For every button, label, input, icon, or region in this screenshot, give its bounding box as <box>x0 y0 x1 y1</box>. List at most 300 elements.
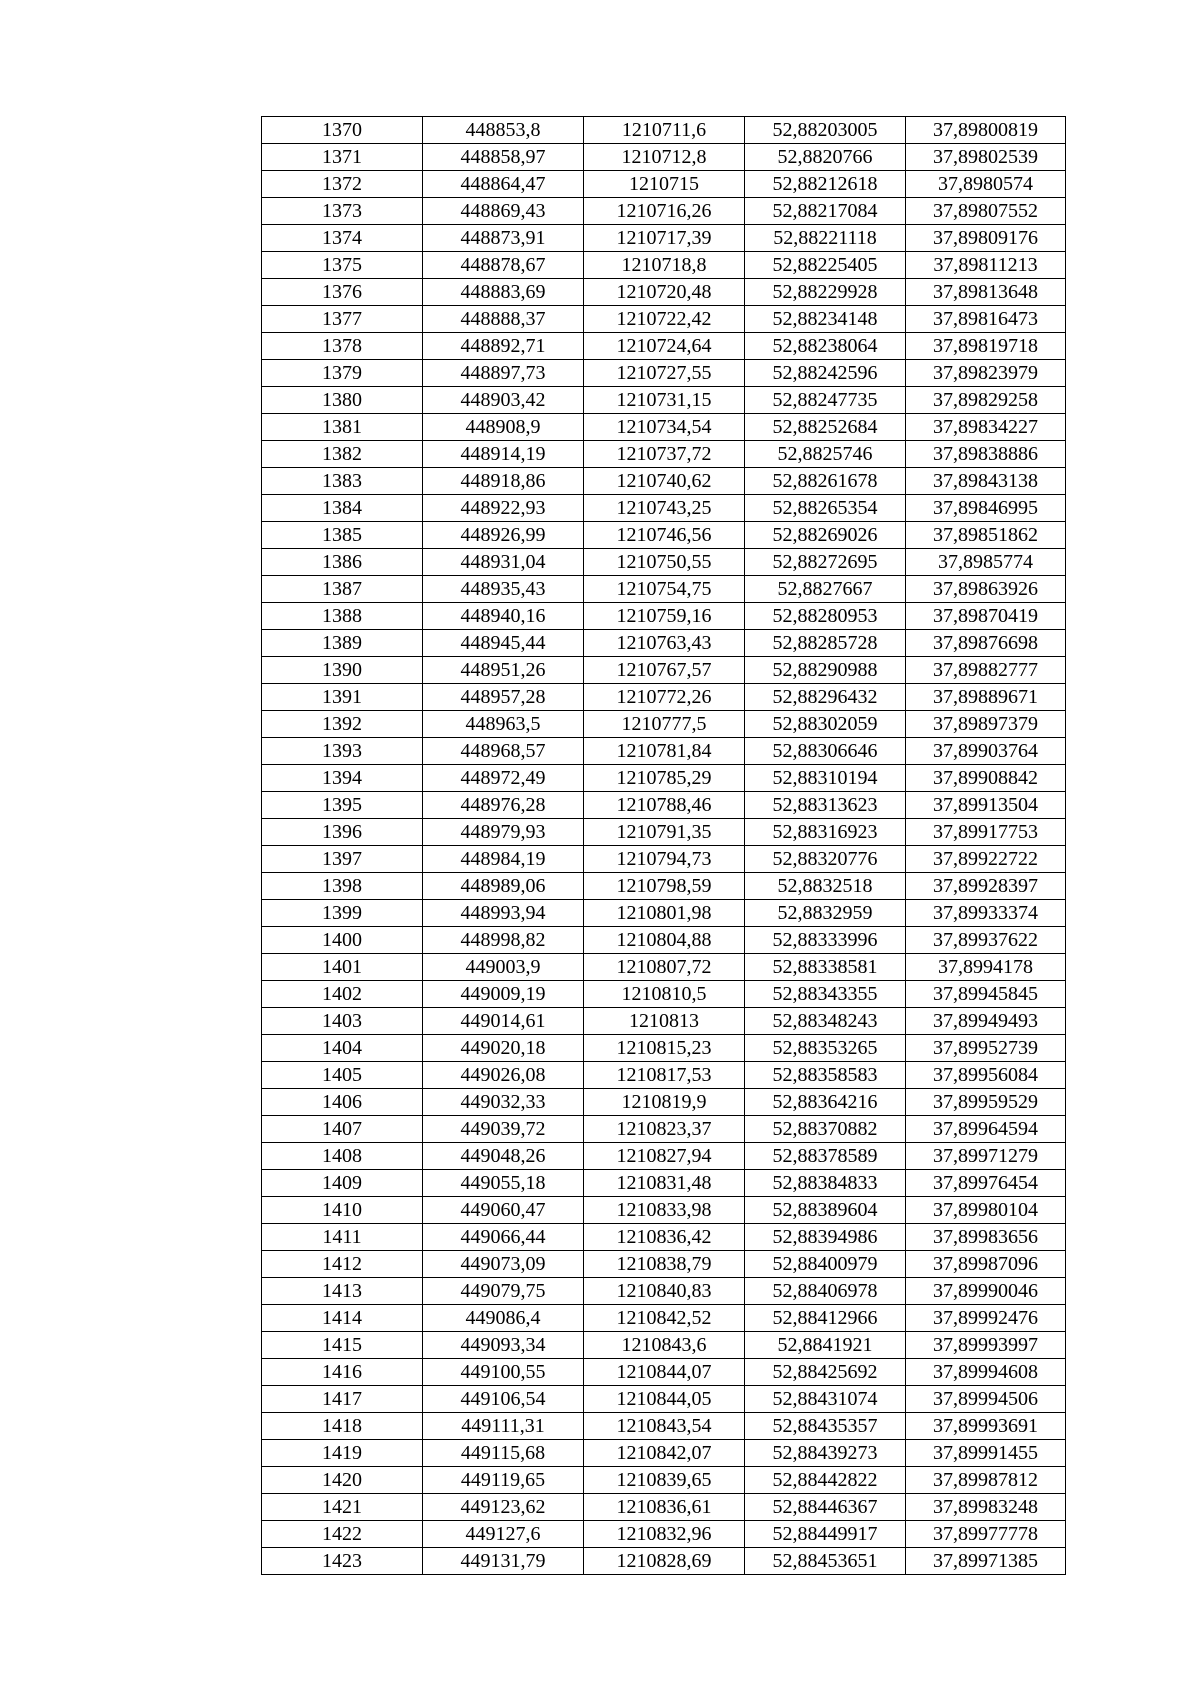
latitude-cell: 52,88338581 <box>745 954 906 981</box>
longitude-cell: 37,89908842 <box>906 765 1066 792</box>
table-row <box>262 873 1066 900</box>
longitude-cell: 37,89813648 <box>906 279 1066 306</box>
latitude-cell: 52,88333996 <box>745 927 906 954</box>
latitude-cell: 52,88449917 <box>745 1521 906 1548</box>
table-row <box>262 1548 1066 1575</box>
x-coordinate-cell: 448918,86 <box>423 468 584 495</box>
point-number-cell: 1385 <box>262 522 423 549</box>
table-row <box>262 198 1066 225</box>
point-number-cell: 1417 <box>262 1386 423 1413</box>
point-number-cell: 1384 <box>262 495 423 522</box>
longitude-cell: 37,89976454 <box>906 1170 1066 1197</box>
x-coordinate-cell: 448914,19 <box>423 441 584 468</box>
y-coordinate-cell: 1210828,69 <box>584 1548 745 1575</box>
table-row <box>262 387 1066 414</box>
point-number-cell: 1412 <box>262 1251 423 1278</box>
x-coordinate-cell: 448993,94 <box>423 900 584 927</box>
point-number-cell: 1374 <box>262 225 423 252</box>
y-coordinate-cell: 1210794,73 <box>584 846 745 873</box>
table-row <box>262 657 1066 684</box>
point-number-cell: 1404 <box>262 1035 423 1062</box>
longitude-cell: 37,89870419 <box>906 603 1066 630</box>
latitude-cell: 52,88453651 <box>745 1548 906 1575</box>
longitude-cell: 37,89889671 <box>906 684 1066 711</box>
table-row <box>262 792 1066 819</box>
y-coordinate-cell: 1210801,98 <box>584 900 745 927</box>
table-row <box>262 1143 1066 1170</box>
latitude-cell: 52,88378589 <box>745 1143 906 1170</box>
x-coordinate-cell: 448931,04 <box>423 549 584 576</box>
latitude-cell: 52,88280953 <box>745 603 906 630</box>
longitude-cell: 37,89897379 <box>906 711 1066 738</box>
longitude-cell: 37,89994506 <box>906 1386 1066 1413</box>
longitude-cell: 37,89933374 <box>906 900 1066 927</box>
latitude-cell: 52,88290988 <box>745 657 906 684</box>
longitude-cell: 37,89990046 <box>906 1278 1066 1305</box>
longitude-cell: 37,89913504 <box>906 792 1066 819</box>
table-row <box>262 738 1066 765</box>
y-coordinate-cell: 1210807,72 <box>584 954 745 981</box>
point-number-cell: 1390 <box>262 657 423 684</box>
latitude-cell: 52,88364216 <box>745 1089 906 1116</box>
longitude-cell: 37,89882777 <box>906 657 1066 684</box>
x-coordinate-cell: 449009,19 <box>423 981 584 1008</box>
longitude-cell: 37,89987812 <box>906 1467 1066 1494</box>
y-coordinate-cell: 1210819,9 <box>584 1089 745 1116</box>
longitude-cell: 37,89903764 <box>906 738 1066 765</box>
latitude-cell: 52,88389604 <box>745 1197 906 1224</box>
latitude-cell: 52,88221118 <box>745 225 906 252</box>
x-coordinate-cell: 448888,37 <box>423 306 584 333</box>
x-coordinate-cell: 449060,47 <box>423 1197 584 1224</box>
x-coordinate-cell: 448972,49 <box>423 765 584 792</box>
longitude-cell: 37,89971279 <box>906 1143 1066 1170</box>
latitude-cell: 52,8827667 <box>745 576 906 603</box>
x-coordinate-cell: 448976,28 <box>423 792 584 819</box>
y-coordinate-cell: 1210804,88 <box>584 927 745 954</box>
point-number-cell: 1371 <box>262 144 423 171</box>
latitude-cell: 52,88431074 <box>745 1386 906 1413</box>
y-coordinate-cell: 1210840,83 <box>584 1278 745 1305</box>
latitude-cell: 52,88353265 <box>745 1035 906 1062</box>
point-number-cell: 1410 <box>262 1197 423 1224</box>
point-number-cell: 1373 <box>262 198 423 225</box>
x-coordinate-cell: 448897,73 <box>423 360 584 387</box>
longitude-cell: 37,89823979 <box>906 360 1066 387</box>
x-coordinate-cell: 449014,61 <box>423 1008 584 1035</box>
longitude-cell: 37,89846995 <box>906 495 1066 522</box>
longitude-cell: 37,89863926 <box>906 576 1066 603</box>
x-coordinate-cell: 448989,06 <box>423 873 584 900</box>
point-number-cell: 1389 <box>262 630 423 657</box>
y-coordinate-cell: 1210743,25 <box>584 495 745 522</box>
point-number-cell: 1388 <box>262 603 423 630</box>
x-coordinate-cell: 448908,9 <box>423 414 584 441</box>
y-coordinate-cell: 1210838,79 <box>584 1251 745 1278</box>
table-row <box>262 1062 1066 1089</box>
table-row <box>262 1467 1066 1494</box>
longitude-cell: 37,89811213 <box>906 252 1066 279</box>
x-coordinate-cell: 448922,93 <box>423 495 584 522</box>
table-row <box>262 1035 1066 1062</box>
y-coordinate-cell: 1210832,96 <box>584 1521 745 1548</box>
latitude-cell: 52,88313623 <box>745 792 906 819</box>
longitude-cell: 37,89876698 <box>906 630 1066 657</box>
point-number-cell: 1375 <box>262 252 423 279</box>
latitude-cell: 52,88400979 <box>745 1251 906 1278</box>
point-number-cell: 1397 <box>262 846 423 873</box>
longitude-cell: 37,89971385 <box>906 1548 1066 1575</box>
x-coordinate-cell: 449020,18 <box>423 1035 584 1062</box>
y-coordinate-cell: 1210746,56 <box>584 522 745 549</box>
longitude-cell: 37,89959529 <box>906 1089 1066 1116</box>
x-coordinate-cell: 449026,08 <box>423 1062 584 1089</box>
y-coordinate-cell: 1210785,29 <box>584 765 745 792</box>
table-row <box>262 576 1066 603</box>
latitude-cell: 52,88247735 <box>745 387 906 414</box>
y-coordinate-cell: 1210777,5 <box>584 711 745 738</box>
latitude-cell: 52,88406978 <box>745 1278 906 1305</box>
latitude-cell: 52,88269026 <box>745 522 906 549</box>
longitude-cell: 37,89834227 <box>906 414 1066 441</box>
latitude-cell: 52,88285728 <box>745 630 906 657</box>
table-row <box>262 603 1066 630</box>
point-number-cell: 1421 <box>262 1494 423 1521</box>
x-coordinate-cell: 448903,42 <box>423 387 584 414</box>
longitude-cell: 37,89807552 <box>906 198 1066 225</box>
x-coordinate-cell: 449100,55 <box>423 1359 584 1386</box>
point-number-cell: 1402 <box>262 981 423 1008</box>
x-coordinate-cell: 449055,18 <box>423 1170 584 1197</box>
y-coordinate-cell: 1210843,6 <box>584 1332 745 1359</box>
latitude-cell: 52,88310194 <box>745 765 906 792</box>
table-row <box>262 495 1066 522</box>
point-number-cell: 1393 <box>262 738 423 765</box>
table-row <box>262 441 1066 468</box>
point-number-cell: 1406 <box>262 1089 423 1116</box>
latitude-cell: 52,88358583 <box>745 1062 906 1089</box>
table-row <box>262 1278 1066 1305</box>
point-number-cell: 1414 <box>262 1305 423 1332</box>
point-number-cell: 1416 <box>262 1359 423 1386</box>
x-coordinate-cell: 449106,54 <box>423 1386 584 1413</box>
point-number-cell: 1387 <box>262 576 423 603</box>
point-number-cell: 1378 <box>262 333 423 360</box>
latitude-cell: 52,88435357 <box>745 1413 906 1440</box>
x-coordinate-cell: 449115,68 <box>423 1440 584 1467</box>
point-number-cell: 1419 <box>262 1440 423 1467</box>
coordinates-table <box>261 116 1066 1575</box>
y-coordinate-cell: 1210831,48 <box>584 1170 745 1197</box>
latitude-cell: 52,88252684 <box>745 414 906 441</box>
longitude-cell: 37,89937622 <box>906 927 1066 954</box>
point-number-cell: 1418 <box>262 1413 423 1440</box>
y-coordinate-cell: 1210716,26 <box>584 198 745 225</box>
table-row <box>262 900 1066 927</box>
latitude-cell: 52,88306646 <box>745 738 906 765</box>
longitude-cell: 37,89851862 <box>906 522 1066 549</box>
table-row <box>262 1386 1066 1413</box>
x-coordinate-cell: 449032,33 <box>423 1089 584 1116</box>
latitude-cell: 52,8832518 <box>745 873 906 900</box>
latitude-cell: 52,88316923 <box>745 819 906 846</box>
latitude-cell: 52,88212618 <box>745 171 906 198</box>
longitude-cell: 37,89991455 <box>906 1440 1066 1467</box>
table-row <box>262 306 1066 333</box>
y-coordinate-cell: 1210750,55 <box>584 549 745 576</box>
longitude-cell: 37,89945845 <box>906 981 1066 1008</box>
y-coordinate-cell: 1210817,53 <box>584 1062 745 1089</box>
point-number-cell: 1398 <box>262 873 423 900</box>
y-coordinate-cell: 1210836,42 <box>584 1224 745 1251</box>
longitude-cell: 37,89917753 <box>906 819 1066 846</box>
latitude-cell: 52,88370882 <box>745 1116 906 1143</box>
table-row <box>262 468 1066 495</box>
point-number-cell: 1383 <box>262 468 423 495</box>
y-coordinate-cell: 1210722,42 <box>584 306 745 333</box>
latitude-cell: 52,88225405 <box>745 252 906 279</box>
point-number-cell: 1382 <box>262 441 423 468</box>
y-coordinate-cell: 1210754,75 <box>584 576 745 603</box>
latitude-cell: 52,88296432 <box>745 684 906 711</box>
longitude-cell: 37,89922722 <box>906 846 1066 873</box>
longitude-cell: 37,89843138 <box>906 468 1066 495</box>
latitude-cell: 52,88234148 <box>745 306 906 333</box>
table-row <box>262 1170 1066 1197</box>
latitude-cell: 52,88439273 <box>745 1440 906 1467</box>
x-coordinate-cell: 448883,69 <box>423 279 584 306</box>
table-row <box>262 1089 1066 1116</box>
table-row <box>262 1197 1066 1224</box>
y-coordinate-cell: 1210813 <box>584 1008 745 1035</box>
latitude-cell: 52,8825746 <box>745 441 906 468</box>
y-coordinate-cell: 1210724,64 <box>584 333 745 360</box>
table-row <box>262 1224 1066 1251</box>
y-coordinate-cell: 1210763,43 <box>584 630 745 657</box>
point-number-cell: 1408 <box>262 1143 423 1170</box>
latitude-cell: 52,88442822 <box>745 1467 906 1494</box>
x-coordinate-cell: 448858,97 <box>423 144 584 171</box>
latitude-cell: 52,88446367 <box>745 1494 906 1521</box>
point-number-cell: 1403 <box>262 1008 423 1035</box>
latitude-cell: 52,88320776 <box>745 846 906 873</box>
y-coordinate-cell: 1210759,16 <box>584 603 745 630</box>
y-coordinate-cell: 1210731,15 <box>584 387 745 414</box>
table-row <box>262 414 1066 441</box>
x-coordinate-cell: 448892,71 <box>423 333 584 360</box>
y-coordinate-cell: 1210720,48 <box>584 279 745 306</box>
longitude-cell: 37,89816473 <box>906 306 1066 333</box>
latitude-cell: 52,88229928 <box>745 279 906 306</box>
latitude-cell: 52,88265354 <box>745 495 906 522</box>
table-row <box>262 684 1066 711</box>
longitude-cell: 37,89952739 <box>906 1035 1066 1062</box>
table-row <box>262 1305 1066 1332</box>
table-row <box>262 117 1066 144</box>
point-number-cell: 1405 <box>262 1062 423 1089</box>
x-coordinate-cell: 449131,79 <box>423 1548 584 1575</box>
table-row <box>262 522 1066 549</box>
latitude-cell: 52,88302059 <box>745 711 906 738</box>
y-coordinate-cell: 1210827,94 <box>584 1143 745 1170</box>
longitude-cell: 37,89949493 <box>906 1008 1066 1035</box>
x-coordinate-cell: 449048,26 <box>423 1143 584 1170</box>
latitude-cell: 52,8820766 <box>745 144 906 171</box>
latitude-cell: 52,88272695 <box>745 549 906 576</box>
point-number-cell: 1380 <box>262 387 423 414</box>
y-coordinate-cell: 1210781,84 <box>584 738 745 765</box>
point-number-cell: 1407 <box>262 1116 423 1143</box>
table-row <box>262 981 1066 1008</box>
table-row <box>262 1521 1066 1548</box>
x-coordinate-cell: 449073,09 <box>423 1251 584 1278</box>
y-coordinate-cell: 1210791,35 <box>584 819 745 846</box>
table-row <box>262 1494 1066 1521</box>
x-coordinate-cell: 449079,75 <box>423 1278 584 1305</box>
longitude-cell: 37,89977778 <box>906 1521 1066 1548</box>
point-number-cell: 1409 <box>262 1170 423 1197</box>
point-number-cell: 1420 <box>262 1467 423 1494</box>
longitude-cell: 37,89992476 <box>906 1305 1066 1332</box>
table-row <box>262 1413 1066 1440</box>
x-coordinate-cell: 448935,43 <box>423 576 584 603</box>
longitude-cell: 37,89983248 <box>906 1494 1066 1521</box>
y-coordinate-cell: 1210843,54 <box>584 1413 745 1440</box>
point-number-cell: 1372 <box>262 171 423 198</box>
longitude-cell: 37,89802539 <box>906 144 1066 171</box>
x-coordinate-cell: 448945,44 <box>423 630 584 657</box>
y-coordinate-cell: 1210788,46 <box>584 792 745 819</box>
x-coordinate-cell: 448878,67 <box>423 252 584 279</box>
point-number-cell: 1392 <box>262 711 423 738</box>
table-row <box>262 711 1066 738</box>
longitude-cell: 37,89800819 <box>906 117 1066 144</box>
y-coordinate-cell: 1210737,72 <box>584 441 745 468</box>
point-number-cell: 1422 <box>262 1521 423 1548</box>
latitude-cell: 52,88394986 <box>745 1224 906 1251</box>
longitude-cell: 37,89980104 <box>906 1197 1066 1224</box>
latitude-cell: 52,88217084 <box>745 198 906 225</box>
latitude-cell: 52,88343355 <box>745 981 906 1008</box>
y-coordinate-cell: 1210833,98 <box>584 1197 745 1224</box>
longitude-cell: 37,8985774 <box>906 549 1066 576</box>
y-coordinate-cell: 1210839,65 <box>584 1467 745 1494</box>
coordinates-table-body <box>262 117 1066 1575</box>
table-row <box>262 630 1066 657</box>
table-row <box>262 333 1066 360</box>
point-number-cell: 1379 <box>262 360 423 387</box>
latitude-cell: 52,88203005 <box>745 117 906 144</box>
latitude-cell: 52,88238064 <box>745 333 906 360</box>
x-coordinate-cell: 448998,82 <box>423 927 584 954</box>
longitude-cell: 37,89809176 <box>906 225 1066 252</box>
x-coordinate-cell: 448963,5 <box>423 711 584 738</box>
longitude-cell: 37,89956084 <box>906 1062 1066 1089</box>
latitude-cell: 52,88384833 <box>745 1170 906 1197</box>
table-row <box>262 954 1066 981</box>
x-coordinate-cell: 448873,91 <box>423 225 584 252</box>
longitude-cell: 37,89928397 <box>906 873 1066 900</box>
table-row <box>262 252 1066 279</box>
y-coordinate-cell: 1210844,05 <box>584 1386 745 1413</box>
y-coordinate-cell: 1210844,07 <box>584 1359 745 1386</box>
y-coordinate-cell: 1210772,26 <box>584 684 745 711</box>
x-coordinate-cell: 449039,72 <box>423 1116 584 1143</box>
y-coordinate-cell: 1210842,07 <box>584 1440 745 1467</box>
table-row <box>262 144 1066 171</box>
x-coordinate-cell: 449093,34 <box>423 1332 584 1359</box>
latitude-cell: 52,8832959 <box>745 900 906 927</box>
table-row <box>262 1116 1066 1143</box>
latitude-cell: 52,88348243 <box>745 1008 906 1035</box>
longitude-cell: 37,89829258 <box>906 387 1066 414</box>
longitude-cell: 37,8980574 <box>906 171 1066 198</box>
point-number-cell: 1396 <box>262 819 423 846</box>
point-number-cell: 1400 <box>262 927 423 954</box>
longitude-cell: 37,89964594 <box>906 1116 1066 1143</box>
longitude-cell: 37,89994608 <box>906 1359 1066 1386</box>
latitude-cell: 52,8841921 <box>745 1332 906 1359</box>
table-row <box>262 1332 1066 1359</box>
x-coordinate-cell: 448951,26 <box>423 657 584 684</box>
longitude-cell: 37,89819718 <box>906 333 1066 360</box>
longitude-cell: 37,89993691 <box>906 1413 1066 1440</box>
table-row <box>262 819 1066 846</box>
y-coordinate-cell: 1210715 <box>584 171 745 198</box>
y-coordinate-cell: 1210767,57 <box>584 657 745 684</box>
point-number-cell: 1391 <box>262 684 423 711</box>
y-coordinate-cell: 1210798,59 <box>584 873 745 900</box>
latitude-cell: 52,88261678 <box>745 468 906 495</box>
x-coordinate-cell: 448926,99 <box>423 522 584 549</box>
point-number-cell: 1423 <box>262 1548 423 1575</box>
x-coordinate-cell: 449127,6 <box>423 1521 584 1548</box>
y-coordinate-cell: 1210711,6 <box>584 117 745 144</box>
longitude-cell: 37,8994178 <box>906 954 1066 981</box>
longitude-cell: 37,89983656 <box>906 1224 1066 1251</box>
longitude-cell: 37,89993997 <box>906 1332 1066 1359</box>
y-coordinate-cell: 1210727,55 <box>584 360 745 387</box>
table-row <box>262 171 1066 198</box>
point-number-cell: 1381 <box>262 414 423 441</box>
y-coordinate-cell: 1210823,37 <box>584 1116 745 1143</box>
x-coordinate-cell: 448979,93 <box>423 819 584 846</box>
x-coordinate-cell: 449003,9 <box>423 954 584 981</box>
x-coordinate-cell: 449111,31 <box>423 1413 584 1440</box>
y-coordinate-cell: 1210718,8 <box>584 252 745 279</box>
x-coordinate-cell: 448940,16 <box>423 603 584 630</box>
point-number-cell: 1415 <box>262 1332 423 1359</box>
table-row <box>262 225 1066 252</box>
table-row <box>262 765 1066 792</box>
latitude-cell: 52,88425692 <box>745 1359 906 1386</box>
table-row <box>262 549 1066 576</box>
point-number-cell: 1395 <box>262 792 423 819</box>
table-row <box>262 927 1066 954</box>
latitude-cell: 52,88242596 <box>745 360 906 387</box>
x-coordinate-cell: 449086,4 <box>423 1305 584 1332</box>
x-coordinate-cell: 449123,62 <box>423 1494 584 1521</box>
point-number-cell: 1377 <box>262 306 423 333</box>
x-coordinate-cell: 449119,65 <box>423 1467 584 1494</box>
latitude-cell: 52,88412966 <box>745 1305 906 1332</box>
y-coordinate-cell: 1210842,52 <box>584 1305 745 1332</box>
point-number-cell: 1411 <box>262 1224 423 1251</box>
table-row <box>262 1008 1066 1035</box>
y-coordinate-cell: 1210717,39 <box>584 225 745 252</box>
longitude-cell: 37,89987096 <box>906 1251 1066 1278</box>
y-coordinate-cell: 1210815,23 <box>584 1035 745 1062</box>
